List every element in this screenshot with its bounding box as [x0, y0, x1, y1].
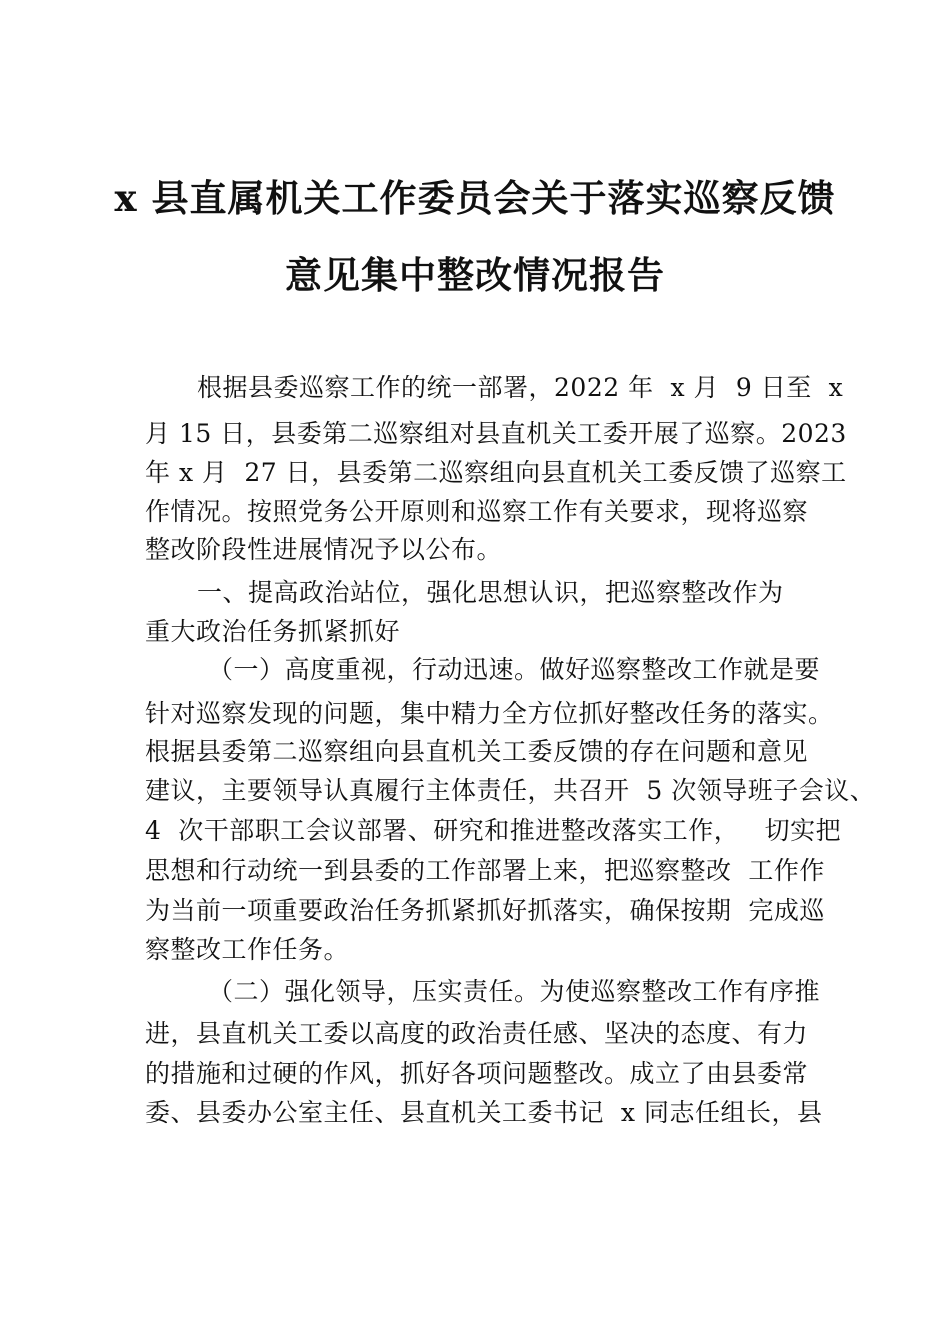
paragraph-line: 建议，主要领导认真履行主体责任，共召开 5 次领导班子会议、	[145, 776, 876, 805]
paragraph-line: 年 x 月 27 日，县委第二巡察组向县直机关工委反馈了巡察工	[145, 458, 847, 487]
paragraph-line: 的措施和过硬的作风，抓好各项问题整改。成立了由县委常	[145, 1059, 809, 1088]
paragraph-line: 进，县直机关工委以高度的政治责任感、坚决的态度、有力	[145, 1019, 809, 1048]
paragraph-line: （一）高度重视，行动迅速。做好巡察整改工作就是要	[208, 655, 821, 684]
paragraph-line: （二）强化领导，压实责任。为使巡察整改工作有序推	[208, 977, 821, 1006]
paragraph-line: 针对巡察发现的问题，集中精力全方位抓好整改任务的落实。	[145, 699, 834, 728]
section-heading-line: 一、提高政治站位，强化思想认识，把巡察整改作为	[197, 578, 784, 607]
paragraph-line: 月 15 日，县委第二巡察组对县直机关工委开展了巡察。2023	[145, 419, 847, 448]
document-title-line-1: x 县直属机关工作委员会关于落实巡察反馈	[114, 176, 836, 220]
document-title-line-2: 意见集中整改情况报告	[285, 253, 665, 297]
paragraph-line: 根据县委巡察工作的统一部署，2022 年 x 月 9 日至 x	[197, 373, 844, 402]
paragraph-line: 4 次干部职工会议部署、研究和推进整改落实工作， 切实把	[145, 816, 842, 845]
paragraph-line: 为当前一项重要政治任务抓紧抓好抓落实，确保按期 完成巡	[145, 896, 825, 925]
paragraph-line: 察整改工作任务。	[145, 935, 350, 964]
paragraph-line: 委、县委办公室主任、县直机关工委书记 x 同志任组长，县	[145, 1098, 823, 1127]
section-heading-line: 重大政治任务抓紧抓好	[145, 617, 401, 646]
paragraph-line: 整改阶段性进展情况予以公布。	[145, 535, 503, 564]
paragraph-line: 思想和行动统一到县委的工作部署上来，把巡察整改 工作作	[145, 856, 825, 885]
paragraph-line: 作情况。按照党务公开原则和巡察工作有关要求，现将巡察	[145, 497, 809, 526]
paragraph-line: 根据县委第二巡察组向县直机关工委反馈的存在问题和意见	[145, 737, 809, 766]
